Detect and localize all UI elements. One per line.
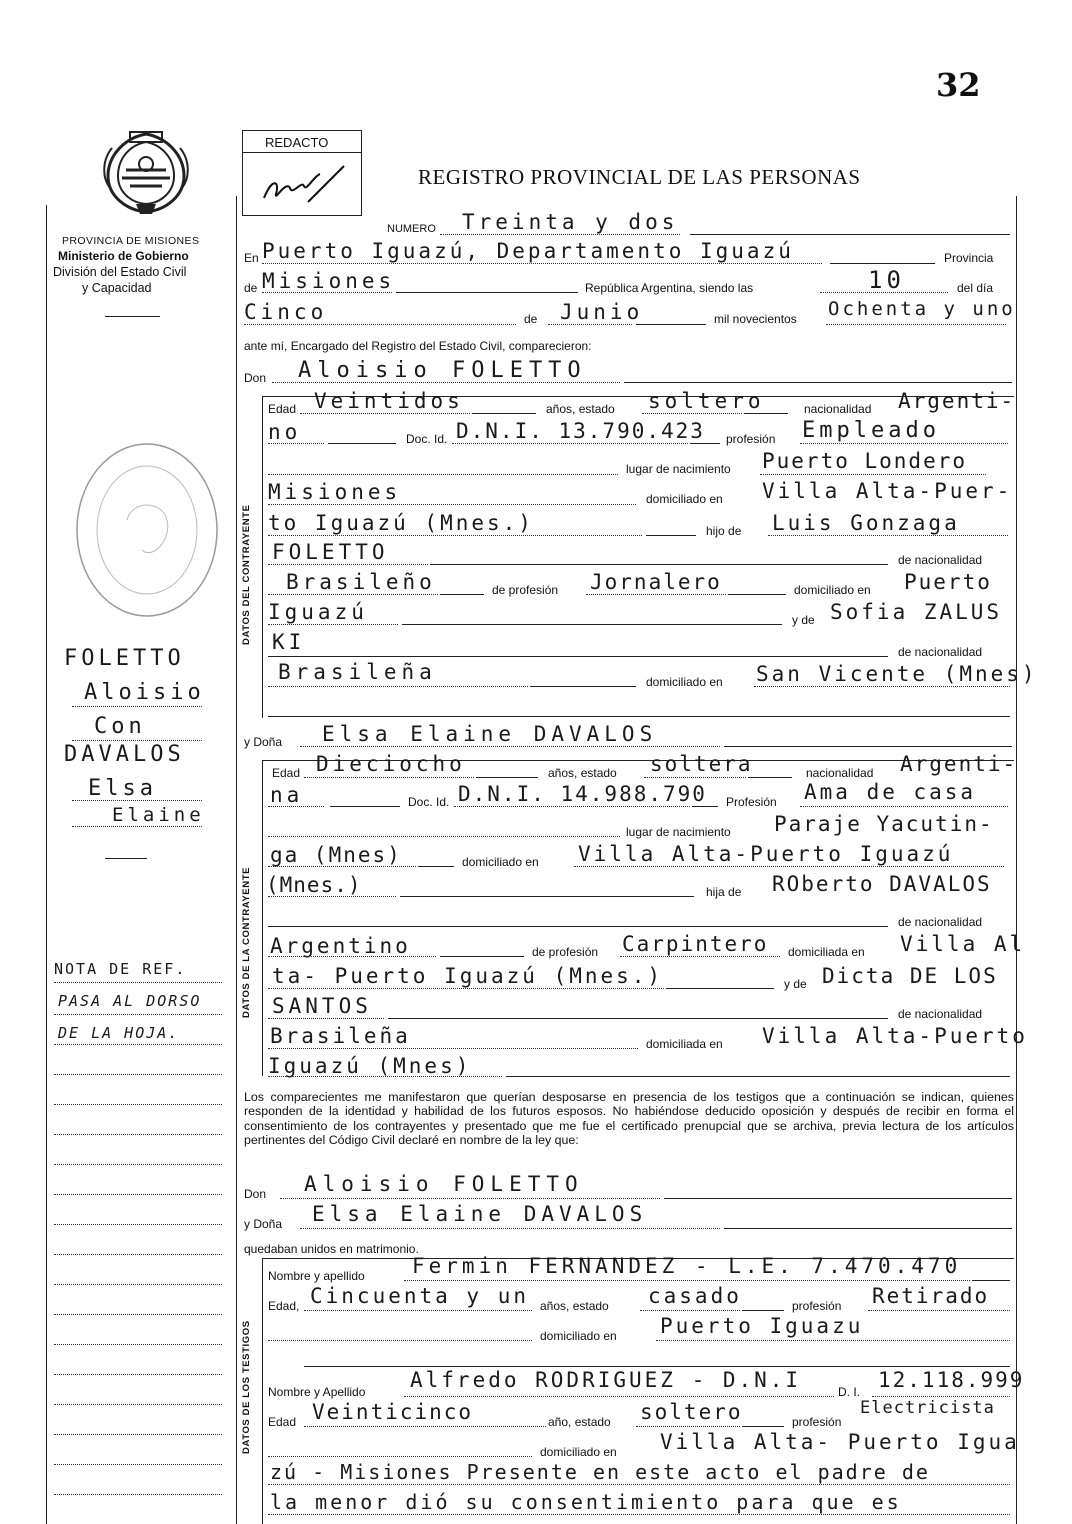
bride-father-dom-cont: ta- Puerto Iguazú (Mnes.) <box>272 964 664 988</box>
w1-name-label: Nombre y apellido <box>268 1269 365 1283</box>
bride-mother-cont: SANTOS <box>272 994 372 1018</box>
redacto-label: REDACTO <box>265 135 329 150</box>
groom-dom-cont: to Iguazú (Mnes.) <box>268 511 534 535</box>
groom-father-dom-value: Puerto <box>904 570 992 594</box>
declared-bride-value: Elsa Elaine DAVALOS <box>312 1202 648 1226</box>
groom-hijo-label: hijo de <box>706 524 742 538</box>
groom-mother-nac-value: Brasileña <box>278 660 437 684</box>
de2-label: de <box>524 312 538 326</box>
w1-dom-value: Puerto Iguazu <box>660 1314 864 1338</box>
bride-doc-label: Doc. Id. <box>408 795 450 809</box>
province-value: Misiones <box>262 269 396 293</box>
provincia-label: Provincia <box>944 251 994 265</box>
page-number: 32 <box>936 66 981 104</box>
bride-mother-nac-value: Brasileña <box>270 1024 411 1048</box>
legal-paragraph: Los comparecientes me manifestaron que querían desposarse en presencia de los testigos que a continuación se indican, quienes responden de la identidad y habilidad de los futuros esposos. No habiéndose deducido oposición y después de recibir en forma el consentimiento de los contrayentes y presentado que me fue el certificado prenupcial que se archiva, previa lectura de los artículos pertinentes del Código Civil declaré en nombre de la ley que: <box>244 1090 1014 1148</box>
groom-nac-cont: no <box>268 420 302 444</box>
bride-mother-dom-value: Villa Alta-Puerto <box>762 1024 1028 1048</box>
bride-edad-value: Dieciocho <box>316 752 466 776</box>
witness-section-label: DATOS DE LOS TESTIGOS <box>241 1320 252 1454</box>
year-value: Ochenta y uno <box>828 298 1016 320</box>
groom-mother-dom-label: domiciliado en <box>646 675 723 689</box>
bride-hija-label: hija de <box>706 885 742 899</box>
groom-section-label: DATOS DEL CONTRAYENTE <box>241 504 252 645</box>
note-line-1: NOTA DE REF. <box>54 960 187 978</box>
w2-doc-value: 12.118.999 <box>878 1368 1025 1392</box>
bride-lugar-value: Paraje Yacutin- <box>774 812 994 836</box>
w2-note-line-2: la menor dió su consentimiento para que es <box>270 1490 902 1514</box>
note-line-3: DE LA HOJA. <box>58 1024 180 1042</box>
bride-dom-label: domiciliado en <box>462 855 539 869</box>
quedaban-label: quedaban unidos en matrimonio. <box>244 1242 419 1256</box>
bride-father-nac-label: de nacionalidad <box>898 915 983 929</box>
bride-mother-dom-label: domiciliada en <box>646 1037 723 1051</box>
place-value: Puerto Iguazú, Departamento Iguazú <box>262 239 794 263</box>
bride-lugar-cont: ga (Mnes) <box>270 843 402 867</box>
w2-dom-label: domiciliado en <box>540 1445 617 1459</box>
bride-father-value: ROberto DAVALOS <box>772 872 992 896</box>
w2-note-line-1: zú - Misiones Presente en este acto el padre de <box>270 1460 930 1484</box>
groom-father-dom-cont: Iguazú <box>268 600 368 624</box>
bride-nac-cont: na <box>270 783 304 807</box>
groom-prof-label: profesión <box>726 432 776 446</box>
seal-stamp-icon <box>72 440 222 620</box>
bride-nac-value: Argenti- <box>900 752 1018 776</box>
month-value: Junio <box>560 300 644 324</box>
groom-estado-label: años, estado <box>546 402 615 416</box>
w1-edad-label: Edad, <box>268 1299 300 1313</box>
groom-father-surname: FOLETTO <box>272 540 389 564</box>
w2-name-value: Alfredo RODRIGUEZ - D.N.I <box>410 1368 802 1392</box>
bride-father-nac-value: Argentino <box>270 934 411 958</box>
note-line-2: PASA AL DORSO <box>58 992 202 1010</box>
coat-of-arms-icon <box>96 130 196 216</box>
numero-value: Treinta y dos <box>462 210 679 234</box>
w1-estado-value: casado <box>648 1284 742 1308</box>
province-label: PROVINCIA DE MISIONES <box>62 235 200 247</box>
bride-mother-nac-label: de nacionalidad <box>898 1007 983 1021</box>
groom-doc-label: Doc. Id. <box>406 432 448 446</box>
bride-father-prof-value: Carpintero <box>622 932 769 956</box>
bride-father-prof-label: de profesión <box>532 945 599 959</box>
w1-dom-label: domiciliado en <box>540 1329 617 1343</box>
registry-title: REGISTRO PROVINCIAL DE LAS PERSONAS <box>418 165 861 189</box>
bride-father-dom-label: domiciliada en <box>788 945 865 959</box>
w2-estado-label: año, estado <box>548 1415 611 1429</box>
division-label: División del Estado Civil <box>53 265 187 279</box>
declared-groom-value: Aloisio FOLETTO <box>304 1172 584 1196</box>
bride-nac-label: nacionalidad <box>806 766 874 780</box>
margin-firstname: Aloisio <box>84 680 205 705</box>
w2-di-label: D. I. <box>838 1385 861 1399</box>
w2-estado-value: soltero <box>640 1400 743 1424</box>
groom-father-prof-label: de profesión <box>492 583 559 597</box>
groom-mother-cont: KI <box>272 630 306 654</box>
republica-label: República Argentina, siendo las <box>585 281 754 295</box>
groom-lugar-cont: Misiones <box>268 480 402 504</box>
groom-father-nac-label: de nacionalidad <box>898 553 983 567</box>
declared-don-label: Don <box>244 1187 267 1201</box>
w2-dom-value: Villa Alta- Puerto Igua <box>660 1430 1020 1454</box>
groom-lugar-label: lugar de nacimiento <box>626 462 731 476</box>
margin-bride-surname: DAVALOS <box>64 742 185 767</box>
bride-mother-dom-cont: Iguazú (Mnes) <box>268 1054 472 1078</box>
del-dia-label: del día <box>957 281 994 295</box>
w1-edad-value: Cincuenta y un <box>310 1284 530 1308</box>
groom-father-value: Luis Gonzaga <box>772 511 960 535</box>
ministry-label: Ministerio de Gobierno <box>58 249 189 263</box>
bride-lugar-label: lugar de nacimiento <box>626 825 731 839</box>
bride-doc-value: D.N.I. 14.988.790 <box>458 782 707 806</box>
hour-value: 10 <box>868 266 905 294</box>
groom-nac-label: nacionalidad <box>804 402 872 416</box>
day-value: Cinco <box>244 300 328 324</box>
w2-name-label: Nombre y Apellido <box>268 1385 366 1399</box>
bride-edad-label: Edad <box>272 766 301 780</box>
groom-lugar-value: Puerto Londero <box>762 449 968 473</box>
declared-dona-label: y Doña <box>244 1217 283 1231</box>
groom-father-prof-value: Jornalero <box>590 570 722 594</box>
w1-prof-label: profesión <box>792 1299 842 1313</box>
w2-prof-value: Electricista <box>860 1398 995 1418</box>
bride-mother-value: Dicta DE LOS <box>822 964 998 988</box>
groom-name-value: Aloisio FOLETTO <box>298 358 587 383</box>
w1-prof-value: Retirado <box>872 1284 990 1308</box>
groom-dom-label: domiciliado en <box>646 492 723 506</box>
don-label: Don <box>244 371 267 385</box>
en-label: En <box>244 251 259 265</box>
groom-father-dom-label: domiciliado en <box>794 583 871 597</box>
groom-mother-label: y de <box>792 613 815 627</box>
mil-novecientos-label: mil novecientos <box>714 312 797 326</box>
groom-father-nac-value: Brasileño <box>286 570 436 594</box>
w2-edad-label: Edad <box>268 1415 297 1429</box>
bride-prof-label: Profesión <box>726 795 777 809</box>
bride-name-value: Elsa Elaine DAVALOS <box>322 722 658 746</box>
y-dona-label: y Doña <box>244 735 283 749</box>
bride-estado-label: años, estado <box>548 766 617 780</box>
w1-estado-label: años, estado <box>540 1299 609 1313</box>
capacity-label: y Capacidad <box>82 281 152 295</box>
bride-mother-label: y de <box>784 977 807 991</box>
groom-doc-value: D.N.I. 13.790.423 <box>456 419 705 443</box>
bride-father-dom-value: Villa Al <box>900 932 1026 956</box>
redacto-signature <box>258 158 348 208</box>
w2-edad-value: Veinticinco <box>312 1400 474 1424</box>
groom-dom-value: Villa Alta-Puer- <box>762 479 1013 503</box>
bride-prof-value: Ama de casa <box>804 780 977 804</box>
ante-mi-label: ante mí, Encargado del Registro del Estado Civil, comparecieron: <box>244 339 592 353</box>
de-label: de <box>244 281 258 295</box>
w2-prof-label: profesión <box>792 1415 842 1429</box>
margin-bride-second: Elaine <box>112 804 205 826</box>
groom-mother-nac-label: de nacionalidad <box>898 645 983 659</box>
bride-dom-value: Villa Alta-Puerto Iguazú <box>578 842 954 866</box>
groom-edad-label: Edad <box>268 402 297 416</box>
groom-estado-value: soltero <box>648 389 765 413</box>
numero-label: NUMERO <box>387 223 436 235</box>
w1-name-value: Fermin FERNANDEZ - L.E. 7.470.470 <box>412 1254 962 1278</box>
groom-mother-value: Sofia ZALUS <box>830 600 1003 624</box>
groom-nac-value: Argenti- <box>898 389 1016 413</box>
groom-mother-dom-value: San Vicente (Mnes) <box>756 662 1038 686</box>
groom-edad-value: Veintidos <box>314 389 464 413</box>
bride-section-label: DATOS DE LA CONTRAYENTE <box>241 866 252 1018</box>
groom-prof-value: Empleado <box>802 418 940 443</box>
margin-bride-first: Elsa <box>88 776 157 801</box>
bride-dom-cont: (Mnes.) <box>266 873 362 897</box>
bride-estado-value: soltera <box>650 752 753 776</box>
margin-con: Con <box>94 714 146 739</box>
margin-surname: FOLETTO <box>64 646 185 671</box>
